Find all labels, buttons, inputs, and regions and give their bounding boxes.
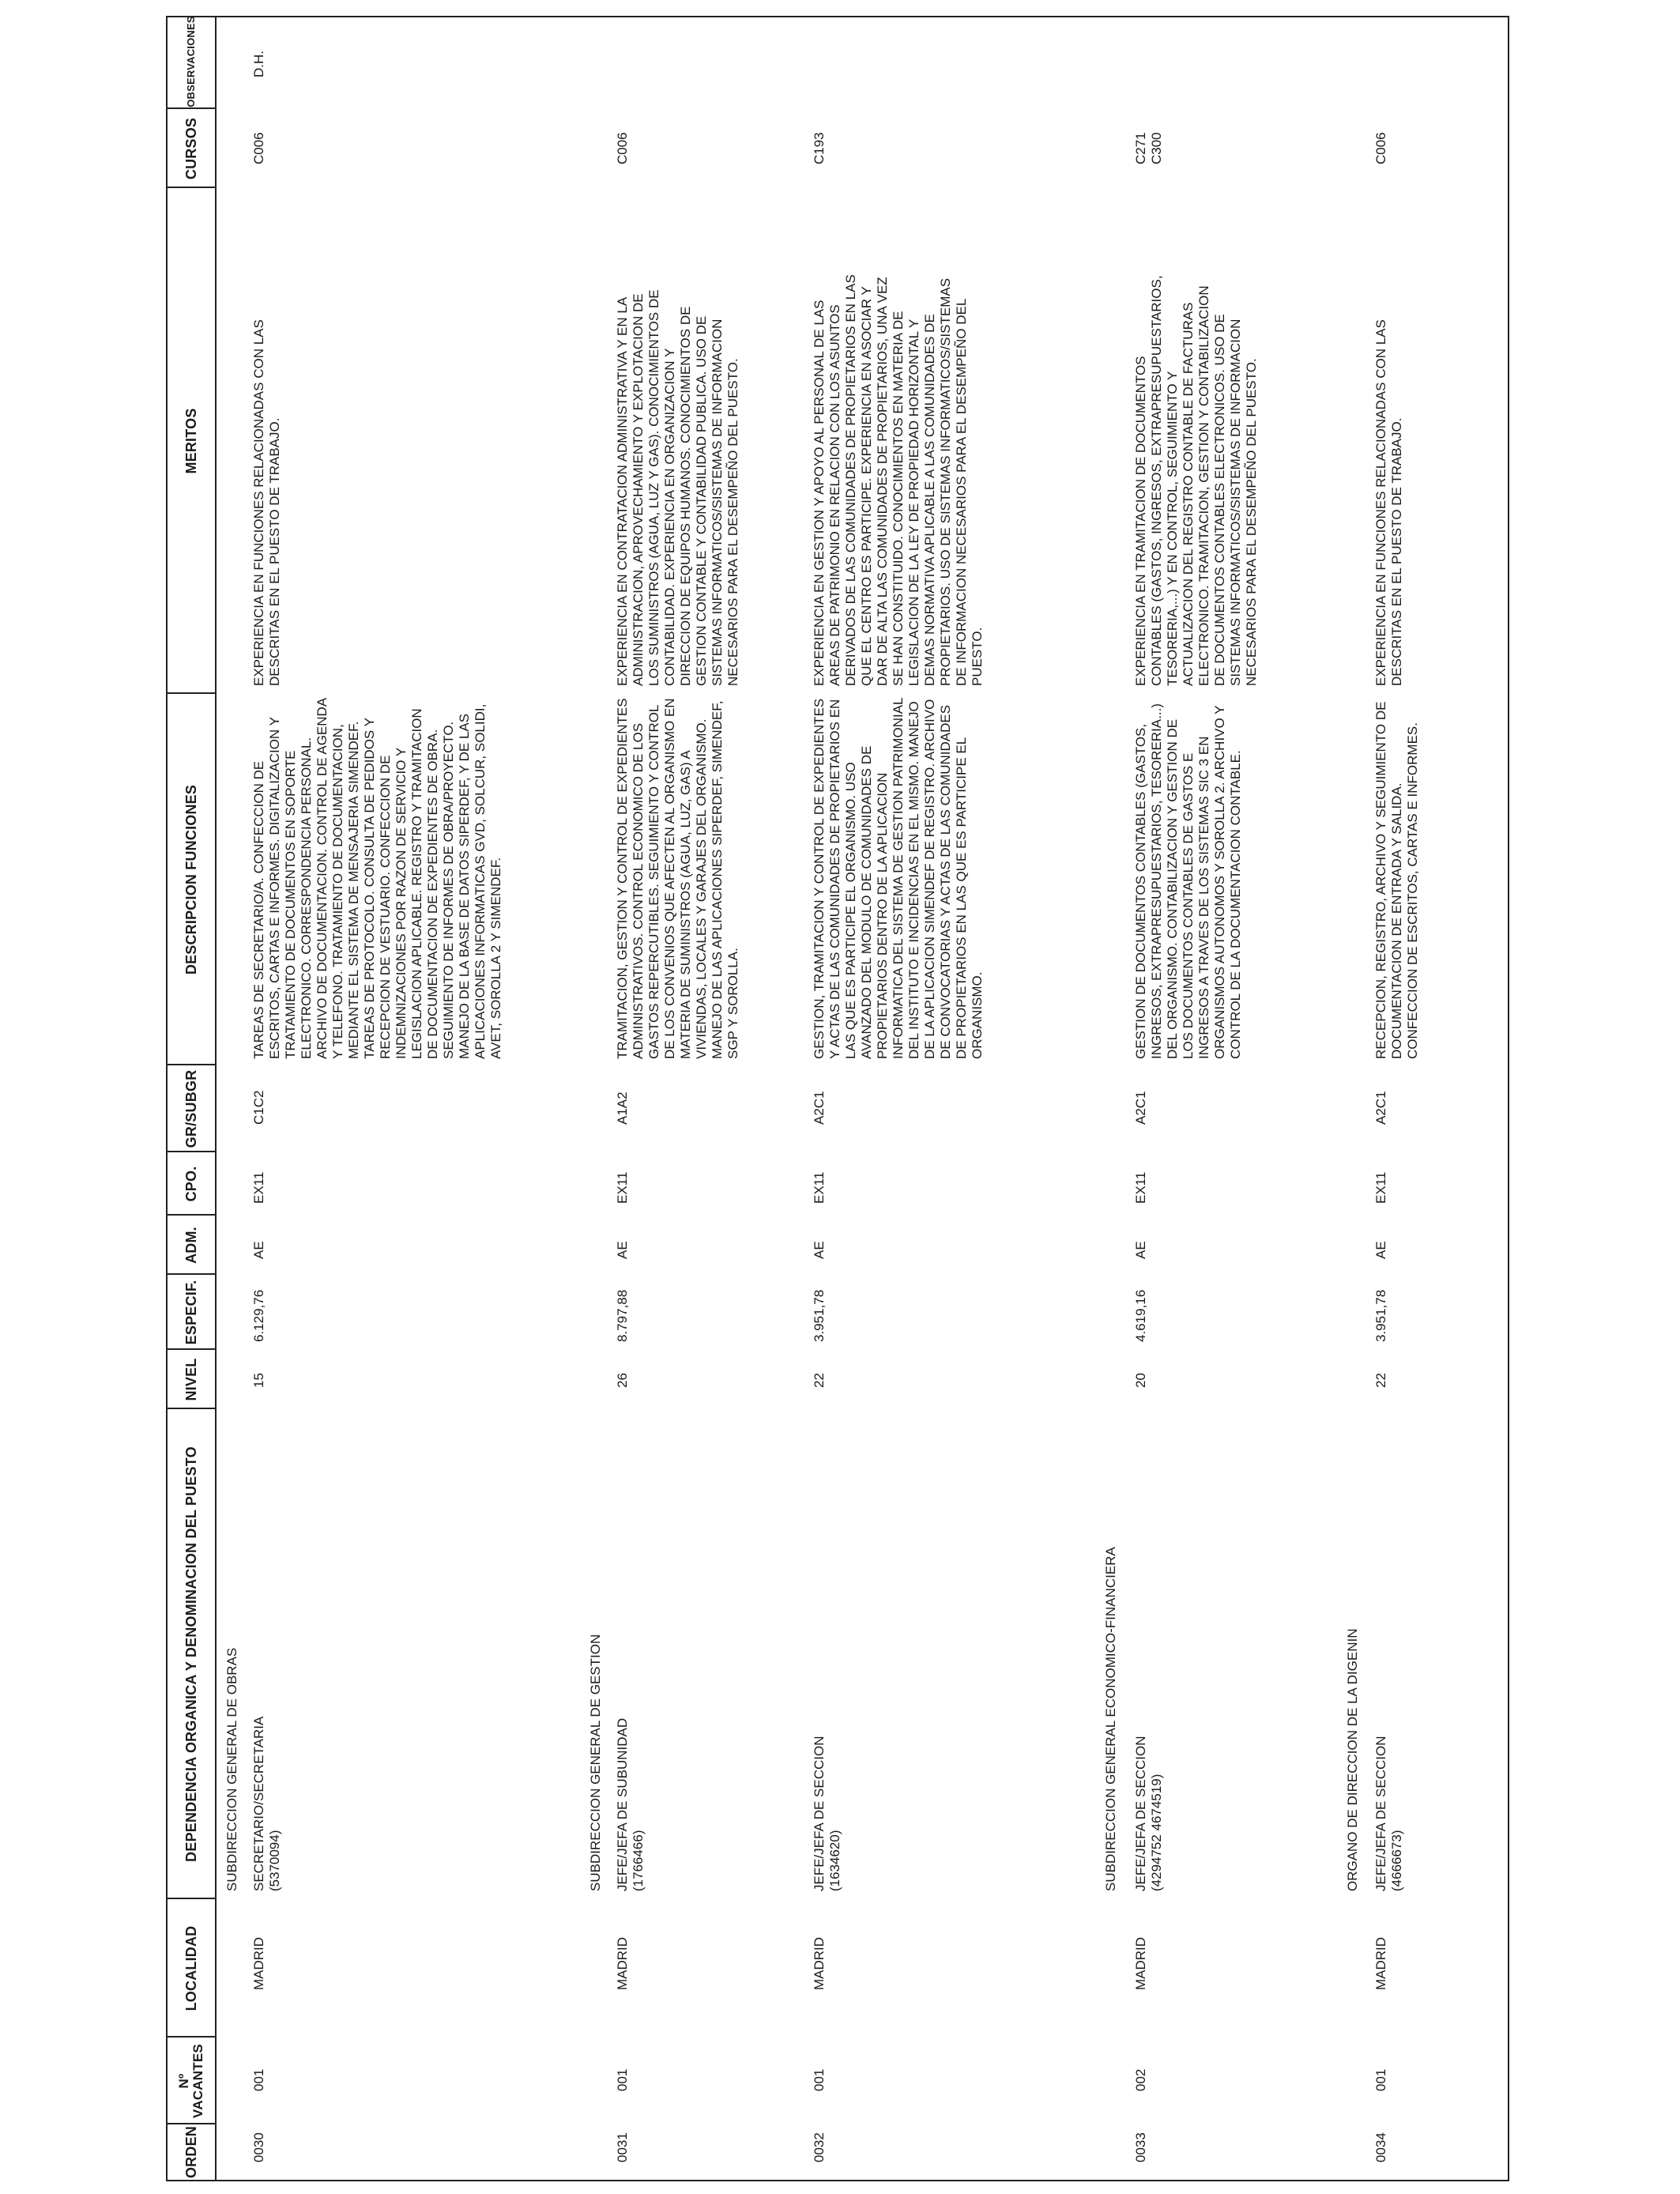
header-divider: [168, 1214, 215, 1216]
nivel-cell: 15: [251, 1373, 266, 1388]
vacantes-cell: 001: [615, 2068, 630, 2091]
orden-cell: 0033: [1133, 2132, 1148, 2162]
orden-cell: 0031: [615, 2132, 630, 2162]
cpo-cell: EX11: [812, 1171, 827, 1204]
orden-cell: 0032: [812, 2132, 827, 2162]
vacantes-cell: 001: [1373, 2068, 1388, 2091]
meritos-cell: EXPERIENCIA EN TRAMITACION DE DOCUMENTOS CONTABLES (GASTOS, INGRESOS, EXTRAPRESUPUESTARIOS, TESORERIA,...) Y EN CONTROL, SEGUIMIENTO Y ACTUALIZACION DEL REGISTRO CONTABLE DE FACTURAS ELECTRONICO. TRAMITACION, GESTION Y CONTABILIZACION DE DOCUMENTOS CONTABLES ELECTRONICOS. USO DE SISTEMAS INFORMATICOS/SISTEMAS DE INFORMACION NECESARIOS PARA EL DESEMPEÑO DEL PUESTO.: [1133, 275, 1259, 686]
puesto-cell: JEFE/JEFA DE SECCION (4294752 4674519): [1133, 1736, 1164, 1891]
header-bottom-rule: [215, 17, 217, 2180]
cursos-cell: C006: [615, 132, 630, 164]
adm-cell: AE: [812, 1241, 827, 1259]
header-adm: ADM.: [183, 1227, 199, 1264]
especif-cell: 8.797,88: [615, 1289, 630, 1342]
header-divider: [168, 1273, 215, 1275]
cursos-cell: C006: [251, 132, 266, 164]
grupo-cell: A2C1: [1373, 1091, 1388, 1125]
funciones-cell: GESTION, TRAMITACION Y CONTROL DE EXPEDIENTES Y ACTAS DE LAS COMUNIDADES DE PROPIETARIOS EN LAS QUE ES PARTICIPE EL ORGANISMO. USO AVANZADO DEL MODULO DE COMUNIDADES DE PROPIETARIOS DENTRO DE LA APLICACION INFORMATICA DEL SISTEMA DE GESTION PATRIMONIAL DEL INSTITUTO E INCIDENCIAS EN EL MISMO. MANEJO DE LA APLICACION SIMENDEF DE REGISTRO. ARCHIVO DE CONVOCATORIAS Y ACTAS DE LAS COMUNIDADES DE PROPIETARIOS EN LAS QUE ES PARTICIPE EL ORGANISMO.: [812, 697, 985, 1059]
grupo-cell: A2C1: [1133, 1091, 1148, 1125]
header-divider: [168, 692, 215, 694]
meritos-cell: EXPERIENCIA EN CONTRATACION ADMINISTRATIVA Y EN LA ADMINISTRACION, APROVECHAMIENTO Y EXPLOTACION DE LOS SUMINISTROS (AGUA, LUZ Y GAS). CONOCIMIENTOS DE CONTABILIDAD. EXPERIENCIA EN ORGANIZACION Y DIRECCION DE EQUIPOS HUMANOS. CONOCIMIENTOS DE GESTION CONTABLE Y CONTABILIDAD PUBLICA. USO DE SISTEMAS INFORMATICOS/SISTEMAS DE INFORMACION NECESARIOS PARA EL DESEMPEÑO DEL PUESTO.: [615, 289, 740, 686]
adm-cell: AE: [615, 1241, 630, 1259]
cpo-cell: EX11: [1373, 1171, 1388, 1204]
header-orden: ORDEN: [183, 2126, 199, 2179]
funciones-cell: TAREAS DE SECRETARIO/A. CONFECCION DE ESCRITOS, CARTAS E INFORMES. DIGITALIZACION Y TRATAMIENTO DE DOCUMENTOS EN SOPORTE ELECTRONICO. CORRESPONDENCIA PERSONAL. ARCHIVO DE DOCUMENTACION. CONTROL DE AGENDA Y TELEFONO. TRATAMIENTO DE DOCUMENTACION, MEDIANTE EL SISTEMA DE MENSAJERIA SIMENDEF. TAREAS DE PROTOCOLO. CONSULTA DE PEDIDOS Y RECEPCION DE VESTUARIO. CONFECCION DE INDEMNIZACIONES POR RAZON DE SERVICIO Y LEGISLACION APLICABLE. REGISTRO Y TRAMITACION DE DOCUMENTACION DE EXPEDIENTES DE OBRA. SEGUIMIENTO DE INFORMES DE OBRA/PROYECTO. MANEJO DE LA BASE DE DATOS SIPERDEF, Y DE LAS APLICACIONES INFORMATICAS GVD, SOLCUR, SOLIDI, AVET, SOROLLA 2 Y SIMENDEF.: [251, 697, 503, 1059]
header-observaciones: OBSERVACIONES: [185, 16, 198, 107]
header-divider: [168, 1348, 215, 1350]
adm-cell: AE: [1133, 1241, 1148, 1259]
section-heading: SUBDIRECCION GENERAL DE OBRAS: [224, 1647, 239, 1891]
puesto-cell: JEFE/JEFA DE SECCION (4666673): [1373, 1736, 1404, 1891]
cpo-cell: EX11: [615, 1171, 630, 1204]
header-funciones: DESCRIPCION FUNCIONES: [183, 784, 199, 975]
especif-cell: 4.619,16: [1133, 1289, 1148, 1342]
header-divider: [168, 1408, 215, 1409]
localidad-cell: MADRID: [812, 1936, 827, 1990]
header-divider: [168, 2123, 215, 2124]
puesto-cell: SECRETARIO/SECRETARIA (5370094): [251, 1716, 282, 1891]
meritos-cell: EXPERIENCIA EN GESTION Y APOYO AL PERSONAL DE LAS AREAS DE PATRIMONIO EN RELACION CON LOS ASUNTOS DERIVADOS DE LAS COMUNIDADES DE PROPIETARIOS EN LAS QUE EL CENTRO ES PARTICIPE. EXPERIENCIA EN ASOCIAR Y DAR DE ALTA LAS COMUNIDADES DE PROPIETARIOS, UNA VEZ SE HAN CONSTITUIDO. CONOCIMIENTOS EN MATERIA DE LEGISLACION DE LA LEY DE PROPIEDAD HORIZONTAL Y DEMAS NORMATIVA APLICABLE A LAS COMUNIDADES DE PROPIETARIOS. USO DE SISTEMAS INFORMATICOS/SISTEMAS DE INFORMACION NECESARIOS PARA EL DESEMPEÑO DEL PUESTO.: [812, 274, 985, 686]
vacancy-table: [166, 16, 1509, 2181]
header-cursos: CURSOS: [183, 117, 199, 180]
header-cpo: CPO.: [183, 1166, 199, 1202]
nivel-cell: 20: [1133, 1373, 1148, 1388]
nivel-cell: 22: [812, 1373, 827, 1388]
localidad-cell: MADRID: [1133, 1936, 1148, 1990]
header-grupo: GR/SUBGR: [183, 1069, 199, 1148]
cpo-cell: EX11: [1133, 1171, 1148, 1204]
especif-cell: 3.951,78: [1373, 1289, 1388, 1342]
cursos-cell: C271 C300: [1133, 132, 1164, 164]
section-heading: SUBDIRECCION GENERAL DE GESTION: [588, 1634, 603, 1891]
adm-cell: AE: [251, 1241, 266, 1259]
vacantes-cell: 001: [812, 2068, 827, 2091]
header-divider: [168, 187, 215, 188]
observaciones-cell: D.H.: [251, 51, 266, 77]
header-nivel: NIVEL: [183, 1358, 199, 1401]
grupo-cell: C1C2: [251, 1090, 266, 1125]
adm-cell: AE: [1373, 1241, 1388, 1259]
puesto-cell: JEFE/JEFA DE SECCION (1634620): [812, 1736, 842, 1891]
header-meritos: MERITOS: [183, 408, 199, 474]
puesto-cell: JEFE/JEFA DE SUBUNIDAD (1766466): [615, 1717, 646, 1891]
header-dependencia: DEPENDENCIA ORGANICA Y DENOMINACION DEL PUESTO: [183, 1446, 199, 1862]
section-heading: SUBDIRECCION GENERAL ECONOMICO-FINANCIERA: [1103, 1547, 1118, 1891]
meritos-cell: EXPERIENCIA EN FUNCIONES RELACIONADAS CON LAS DESCRITAS EN EL PUESTO DE TRABAJO.: [1373, 319, 1404, 686]
meritos-cell: EXPERIENCIA EN FUNCIONES RELACIONADAS CON LAS DESCRITAS EN EL PUESTO DE TRABAJO.: [251, 319, 282, 686]
header-divider: [168, 107, 215, 109]
grupo-cell: A2C1: [812, 1091, 827, 1125]
section-heading: ORGANO DE DIRECCION DE LA DIGENIN: [1345, 1628, 1360, 1891]
nivel-cell: 26: [615, 1373, 630, 1388]
especif-cell: 6.129,76: [251, 1289, 266, 1342]
header-divider: [168, 1151, 215, 1152]
localidad-cell: MADRID: [1373, 1936, 1388, 1990]
localidad-cell: MADRID: [251, 1936, 266, 1990]
header-divider: [168, 2036, 215, 2038]
nivel-cell: 22: [1373, 1373, 1388, 1388]
funciones-cell: TRAMITACION, GESTION Y CONTROL DE EXPEDIENTES ADMINISTRATIVOS. CONTROL ECONOMICO DE LOS GASTOS REPERCUTIBLES. SEGUIMIENTO Y CONTROL DE LOS CONVENIOS QUE AFECTEN AL ORGANISMO EN MATERIA DE SUMINISTROS (AGUA, LUZ, GAS) A VIVIENDAS, LOCALES Y GARAJES DEL ORGANISMO. MANEJO DE LAS APLICACIONES SIPERDEF, SIMENDEF, SGP Y SOROLLA.: [615, 698, 740, 1059]
orden-cell: 0030: [251, 2132, 266, 2162]
funciones-cell: GESTION DE DOCUMENTOS CONTABLES (GASTOS, INGRESOS, EXTRAPRESUPUESTARIOS, TESORERIA...) DEL ORGANISMO. CONTABILIZACION Y GESTION DE LOS DOCUMENTOS CONTABLES DE GASTOS E INGRESOS A TRAVES DE LOS SISTEMAS SIC 3 EN ORGANISMOS AUTONOMOS Y SOROLLA 2. ARCHIVO Y CONTROL DE LA DOCUMENTACION CONTABLE.: [1133, 703, 1243, 1059]
header-divider: [168, 1064, 215, 1065]
cpo-cell: EX11: [251, 1171, 266, 1204]
funciones-cell: RECEPCION, REGISTRO, ARCHIVO Y SEGUIMIENTO DE DOCUMENTACION DE ENTRADA Y SALIDA. CONFECCION DE ESCRITOS, CARTAS E INFORMES.: [1373, 701, 1420, 1059]
localidad-cell: MADRID: [615, 1936, 630, 1990]
especif-cell: 3.951,78: [812, 1289, 827, 1342]
header-vacantes: Nº VACANTES: [176, 2044, 205, 2118]
vacantes-cell: 001: [251, 2068, 266, 2091]
header-divider: [168, 1898, 215, 1899]
header-especif: ESPECIF.: [183, 1280, 199, 1345]
cursos-cell: C006: [1373, 132, 1388, 164]
cursos-cell: C193: [812, 132, 827, 164]
header-localidad: LOCALIDAD: [183, 1925, 199, 2011]
orden-cell: 0034: [1373, 2132, 1388, 2162]
vacantes-cell: 002: [1133, 2068, 1148, 2091]
grupo-cell: A1A2: [615, 1091, 630, 1125]
